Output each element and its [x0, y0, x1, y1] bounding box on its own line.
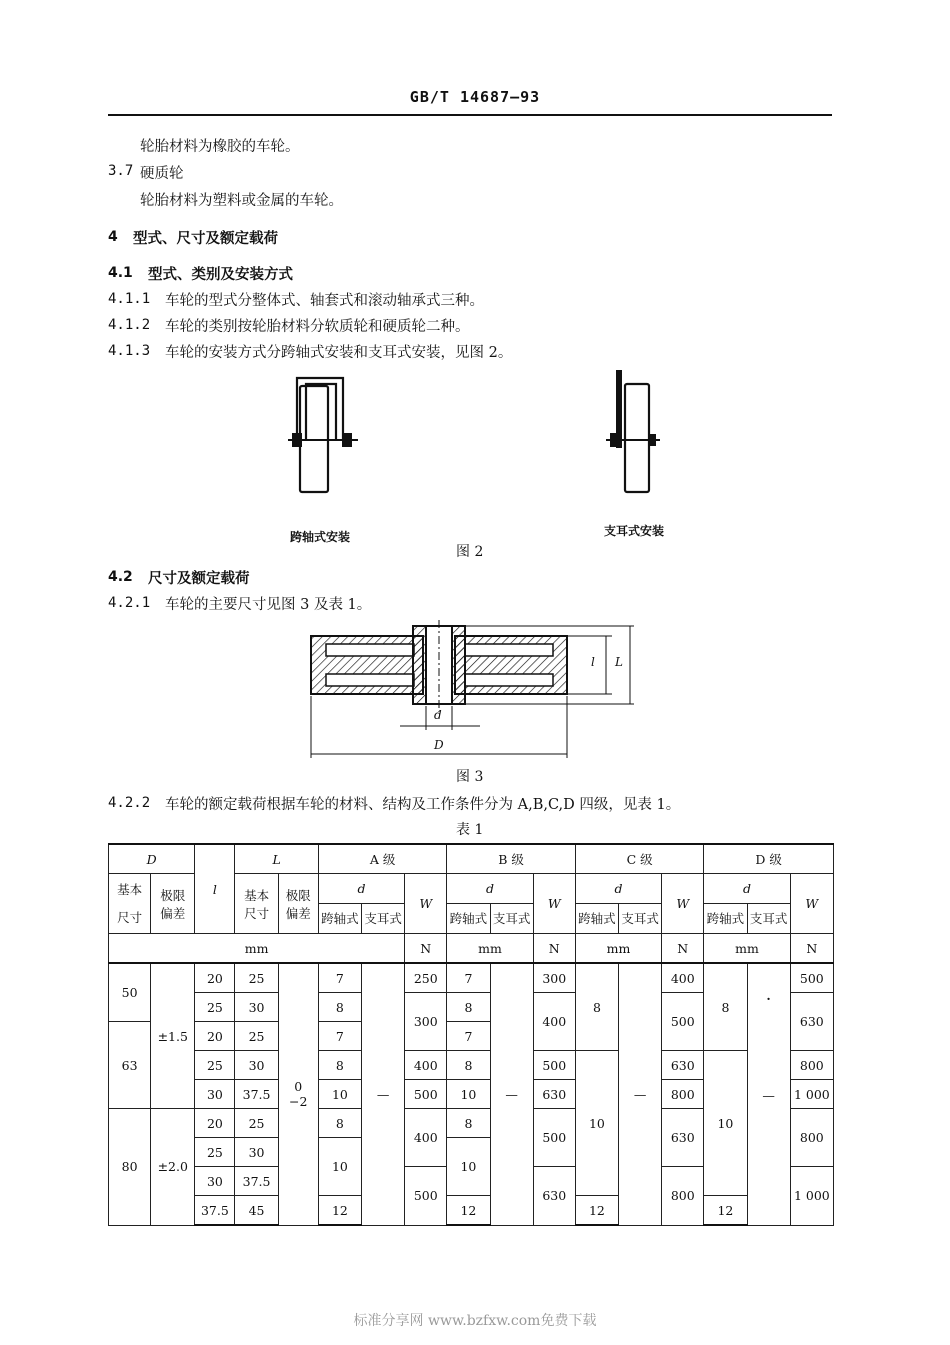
section-title: 硬质轮 — [140, 166, 184, 182]
th-grade-b: B 级 — [447, 844, 576, 874]
cell-d-w: 800 — [790, 1051, 833, 1080]
cell-D-tol: ±2.0 — [151, 1109, 195, 1226]
section-number: 4.1.2 — [108, 317, 151, 333]
fig2-left-label: 跨轴式安装 — [290, 530, 351, 544]
cell-a-d: 12 — [318, 1196, 361, 1226]
cell-c-w: 400 — [662, 963, 704, 993]
section-title: 型式、尺寸及额定载荷 — [133, 231, 278, 247]
cell-b-zhi: — — [490, 963, 533, 1225]
th-D-base: 基本 尺寸 — [109, 874, 151, 934]
cell-l: 25 — [195, 1051, 235, 1080]
cell-l: 30 — [195, 1080, 235, 1109]
cell-d-w: 1 000 — [790, 1167, 833, 1226]
cell-a-w: 500 — [405, 1167, 447, 1226]
section-number: 4 — [108, 229, 118, 245]
section-number: 4.1 — [108, 265, 133, 281]
cell-D: 80 — [109, 1109, 151, 1226]
cell-b-d: 7 — [447, 1022, 490, 1051]
cell-l: 20 — [195, 1022, 235, 1051]
th-D: D — [109, 844, 195, 874]
cell-b-d: 10 — [447, 1138, 490, 1196]
cell-a-w: 400 — [405, 1051, 447, 1080]
th-a-w: W — [405, 874, 447, 934]
cell-l: 25 — [195, 993, 235, 1022]
cell-L: 30 — [235, 1051, 278, 1080]
fig3-wheel-section-drawing — [300, 616, 650, 764]
cell-c-d: 12 — [575, 1196, 618, 1226]
th-b-d: d 跨轴式 支耳式 — [447, 874, 533, 934]
cell-b-d: 8 — [447, 1109, 490, 1138]
cell-a-d: 7 — [318, 1022, 361, 1051]
th-d-w: W — [790, 874, 833, 934]
cell-d-w: 800 — [790, 1109, 833, 1167]
cell-d-d: 8 — [704, 963, 747, 1051]
unit-n: N — [405, 934, 447, 964]
cell-L: 37.5 — [235, 1167, 278, 1196]
cell-b-d: 10 — [447, 1080, 490, 1109]
cell-l: 37.5 — [195, 1196, 235, 1226]
cell-d-zhi: · — — [747, 963, 790, 1225]
para-line: 车轮的额定载荷根据车轮的材料、结构及工作条件分为 A,B,C,D 四级，见表 1。 — [165, 797, 681, 813]
cell-l: 25 — [195, 1138, 235, 1167]
cell-a-d: 10 — [318, 1080, 361, 1109]
cell-L: 25 — [235, 1109, 278, 1138]
fig2-lug-mount-drawing — [598, 368, 668, 498]
fig2-right-label: 支耳式安装 — [604, 524, 665, 538]
para-line: 车轮的类别按轮胎材料分软质轮和硬质轮二种。 — [165, 319, 470, 335]
cell-b-w: 400 — [533, 993, 575, 1051]
cell-l: 20 — [195, 963, 235, 993]
cell-a-w: 300 — [405, 993, 447, 1051]
cell-b-w: 300 — [533, 963, 575, 993]
para-line: 车轮的型式分整体式、轴套式和滚动轴承式三种。 — [165, 293, 484, 309]
cell-a-d: 8 — [318, 1051, 361, 1080]
th-L: L — [235, 844, 318, 874]
cell-c-d: 8 — [575, 963, 618, 1051]
para-line: 车轮的安装方式分跨轴式安装和支耳式安装，见图 2。 — [165, 345, 513, 361]
cell-D: 63 — [109, 1022, 151, 1109]
th-c-d: d 跨轴式 支耳式 — [575, 874, 661, 934]
para-line: 车轮的主要尺寸见图 3 及表 1。 — [165, 597, 372, 613]
cell-c-w: 800 — [662, 1167, 704, 1226]
cell-a-w: 250 — [405, 963, 447, 993]
cell-L: 25 — [235, 1022, 278, 1051]
cell-c-w: 630 — [662, 1109, 704, 1167]
fig3-caption: 图 3 — [456, 769, 484, 785]
cell-a-w: 500 — [405, 1080, 447, 1109]
cell-c-d: 10 — [575, 1051, 618, 1196]
cell-L-tol: 0 −2 — [278, 963, 318, 1225]
section-title: 型式、类别及安装方式 — [148, 267, 293, 283]
cell-b-w: 630 — [533, 1080, 575, 1109]
cell-L: 37.5 — [235, 1080, 278, 1109]
cell-a-d: 10 — [318, 1138, 361, 1196]
th-grade-a: A 级 — [318, 844, 447, 874]
section-number: 4.2 — [108, 569, 133, 585]
cell-d-w: 630 — [790, 993, 833, 1051]
th-b-w: W — [533, 874, 575, 934]
cell-c-zhi: — — [619, 963, 662, 1225]
cell-b-w: 630 — [533, 1167, 575, 1226]
cell-a-w: 400 — [405, 1109, 447, 1167]
doc-header: GB/T 14687—93 — [409, 88, 541, 106]
table-caption: 表 1 — [456, 822, 484, 838]
th-D-tol: 极限 偏差 — [151, 874, 195, 934]
th-c-w: W — [662, 874, 704, 934]
th-d-d: d 跨轴式 支耳式 — [704, 874, 790, 934]
fig2-straddle-mount-drawing — [270, 370, 380, 500]
table-1 — [108, 843, 834, 1226]
cell-L: 30 — [235, 993, 278, 1022]
para-line: 轮胎材料为塑料或金属的车轮。 — [140, 193, 343, 209]
th-a-d: d 跨轴式 支耳式 — [318, 874, 404, 934]
section-number: 4.2.2 — [108, 795, 151, 811]
cell-L: 25 — [235, 963, 278, 993]
section-number: 4.1.3 — [108, 343, 151, 359]
section-title: 尺寸及额定载荷 — [148, 571, 250, 587]
cell-D-tol: ±1.5 — [151, 963, 195, 1109]
th-L-base: 基本 尺寸 — [235, 874, 278, 934]
fig2-caption: 图 2 — [456, 544, 484, 560]
th-L-tol: 极限 偏差 — [278, 874, 318, 934]
cell-a-d: 7 — [318, 963, 361, 993]
cell-b-w: 500 — [533, 1109, 575, 1167]
cell-d-d: 12 — [704, 1196, 747, 1226]
unit-n: N — [533, 934, 575, 964]
header-rule — [108, 114, 832, 116]
cell-b-d: 12 — [447, 1196, 490, 1226]
fig3-dim-l: l — [591, 655, 595, 669]
cell-D: 50 — [109, 963, 151, 1022]
unit-n: N — [790, 934, 833, 964]
unit-mm: mm — [109, 934, 405, 964]
section-number: 4.2.1 — [108, 595, 151, 611]
cell-d-d: 10 — [704, 1051, 747, 1196]
para-line: 轮胎材料为橡胶的车轮。 — [140, 139, 300, 155]
cell-b-d: 8 — [447, 993, 490, 1022]
cell-c-w: 500 — [662, 993, 704, 1051]
unit-mm: mm — [447, 934, 533, 964]
cell-L: 30 — [235, 1138, 278, 1167]
fig3-dim-d: d — [434, 708, 442, 722]
cell-b-d: 7 — [447, 963, 490, 993]
cell-l: 30 — [195, 1167, 235, 1196]
section-number: 4.1.1 — [108, 291, 151, 307]
cell-a-zhi: — — [361, 963, 404, 1225]
section-number: 3.7 — [108, 163, 134, 179]
th-grade-d: D 级 — [704, 844, 834, 874]
fig3-dim-D: D — [434, 738, 444, 752]
cell-l: 20 — [195, 1109, 235, 1138]
cell-d-w: 500 — [790, 963, 833, 993]
cell-c-w: 800 — [662, 1080, 704, 1109]
cell-a-d: 8 — [318, 993, 361, 1022]
cell-b-d: 8 — [447, 1051, 490, 1080]
unit-mm: mm — [704, 934, 790, 964]
cell-c-w: 630 — [662, 1051, 704, 1080]
unit-n: N — [662, 934, 704, 964]
fig3-dim-L: L — [615, 655, 623, 669]
th-l: l — [195, 844, 235, 934]
footer-watermark: 标准分享网 www.bzfxw.com免费下载 — [353, 1313, 597, 1329]
cell-b-w: 500 — [533, 1051, 575, 1080]
unit-mm: mm — [575, 934, 661, 964]
cell-a-d: 8 — [318, 1109, 361, 1138]
cell-L: 45 — [235, 1196, 278, 1226]
cell-d-w: 1 000 — [790, 1080, 833, 1109]
th-grade-c: C 级 — [575, 844, 704, 874]
